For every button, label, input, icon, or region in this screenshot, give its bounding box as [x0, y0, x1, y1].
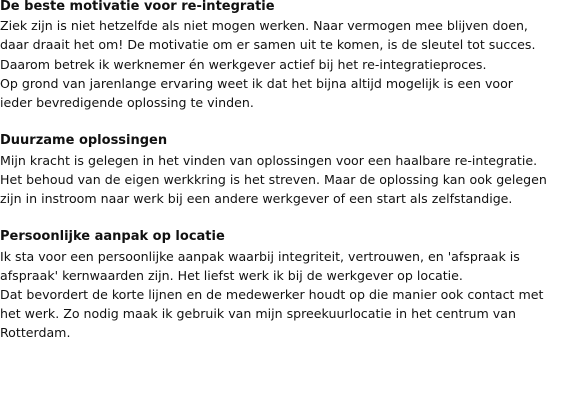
paragraph-line: Het behoud van de eigen werkkring is het streven. Maar de oplossing kan ook gelegen — [0, 171, 547, 187]
section-heading: Persoonlijke aanpak op locatie — [0, 229, 225, 245]
section-persoonlijke-aanpak — [0, 227, 571, 342]
section-duurzame-oplossingen — [0, 131, 571, 208]
paragraph-line: het werk. Zo nodig maak ik gebruik van mijn spreekuurlocatie in het centrum van — [0, 306, 516, 322]
section-spacer — [0, 208, 571, 227]
section-motivatie — [0, 0, 571, 112]
paragraph-line: zijn in instroom naar werk bij een andere werkgever of een start als zelfstandige. — [0, 191, 513, 207]
paragraph-line: Dat bevordert de korte lijnen en de medewerker houdt op die manier ook contact met — [0, 287, 544, 303]
paragraph-line: ieder bevredigende oplossing te vinden. — [0, 95, 254, 111]
paragraph-line: Daarom betrek ik werknemer én werkgever actief bij het re-integratieproces. — [0, 56, 487, 72]
paragraph-line: Rotterdam. — [0, 325, 71, 341]
paragraph-line: Mijn kracht is gelegen in het vinden van oplossingen voor een haalbare re-integratie. — [0, 152, 538, 168]
section-heading: Duurzame oplossingen — [0, 133, 168, 149]
paragraph-line: daar draait het om! De motivatie om er samen uit te komen, is de sleutel tot succes. — [0, 37, 536, 53]
paragraph-line: Ik sta voor een persoonlijke aanpak waarbij integriteit, vertrouwen, en 'afspraak is — [0, 248, 520, 264]
paragraph-line: Ziek zijn is niet hetzelfde als niet mogen werken. Naar vermogen mee blijven doen, — [0, 18, 528, 34]
section-heading: De beste motivatie voor re-integratie — [0, 0, 275, 14]
paragraph-line: afspraak' kernwaarden zijn. Het liefst werk ik bij de werkgever op locatie. — [0, 267, 463, 283]
paragraph-line: Op grond van jarenlange ervaring weet ik dat het bijna altijd mogelijk is een voor — [0, 75, 513, 91]
section-spacer — [0, 112, 571, 131]
